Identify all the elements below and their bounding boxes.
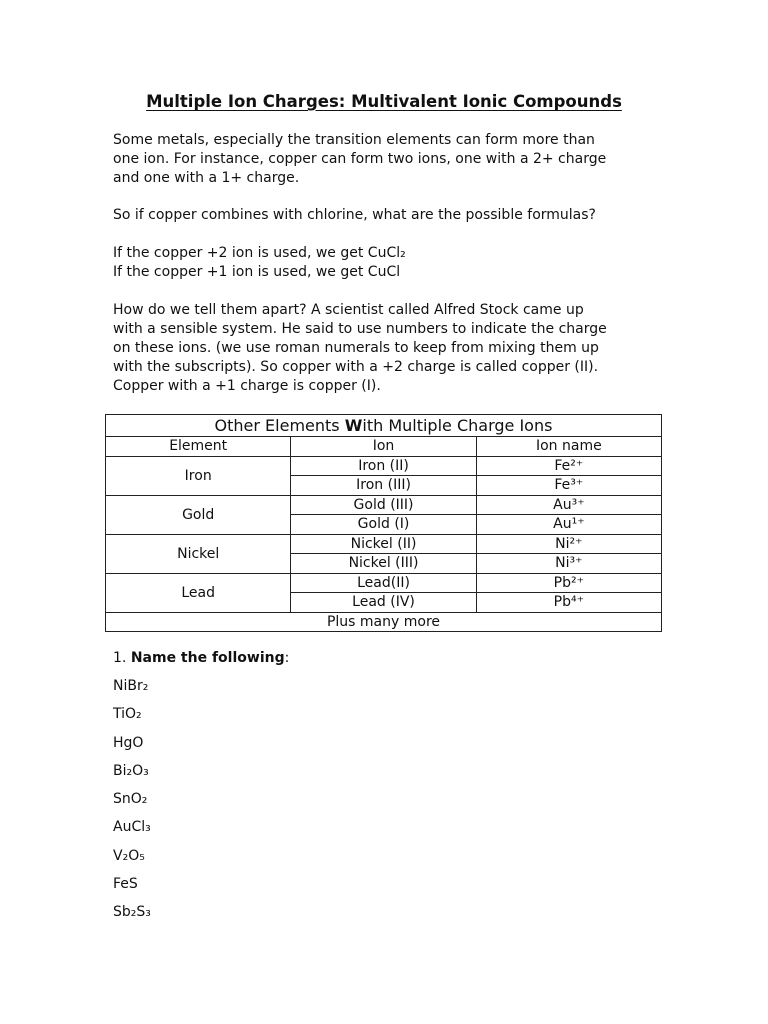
formula-item: NiBr₂	[113, 678, 149, 694]
ion-name-cell: Pb⁴⁺	[476, 593, 661, 613]
text-line: and one with a 1+ charge.	[113, 170, 300, 186]
ion-name-cell: Pb²⁺	[476, 573, 661, 593]
text-line: So if copper combines with chlorine, what are the possible formulas?	[113, 207, 596, 223]
ion-table	[105, 414, 662, 632]
text-line: How do we tell them apart? A scientist called Alfred Stock came up	[113, 302, 584, 318]
ion-cell: Iron (III)	[291, 476, 476, 496]
ion-cell: Iron (II)	[291, 456, 476, 476]
ion-cell: Gold (III)	[291, 495, 476, 515]
element-cell: Gold	[106, 495, 291, 534]
question-bold-letter: N	[130, 650, 143, 666]
header-ion: Ion	[291, 437, 476, 457]
element-cell: Iron	[106, 456, 291, 495]
text-line: on these ions. (we use roman numerals to keep from mixing them up	[113, 340, 599, 356]
formula-item: FeS	[113, 876, 138, 893]
formula-item: V₂O₅	[113, 847, 145, 864]
page-title: Multiple Ion Charges: Multivalent Ionic Compounds	[146, 92, 622, 111]
text-line: If the copper +1 ion is used, we get CuCl	[113, 264, 401, 280]
formula-list	[113, 676, 151, 931]
ion-cell: Gold (I)	[291, 515, 476, 535]
ion-name-cell: Au³⁺	[476, 495, 661, 515]
intro-paragraph	[113, 131, 658, 188]
header-element: Element	[106, 437, 291, 457]
text-line: Some metals, especially the transition elements can form more than	[113, 132, 595, 148]
element-cell: Nickel	[106, 534, 291, 573]
formula-item: TiO₂	[113, 706, 142, 723]
ion-name-cell: Ni²⁺	[476, 534, 661, 554]
ion-name-cell: Au¹⁺	[476, 515, 661, 535]
question-heading	[113, 648, 289, 668]
question-text: ame the following	[142, 650, 285, 666]
formula-item: Bi₂O₃	[113, 762, 149, 779]
element-cell: Lead	[106, 573, 291, 612]
text-line: If the copper +2 ion is used, we get CuCl₂	[113, 245, 406, 261]
ion-cell: Lead(II)	[291, 573, 476, 593]
caption-bold-letter: W	[344, 415, 363, 435]
ion-name-cell: Ni³⁺	[476, 554, 661, 574]
text-line: with a sensible system. He said to use numbers to indicate the charge	[113, 321, 607, 337]
formula-paragraph	[113, 244, 658, 282]
text-line: with the subscripts). So copper with a +2 charge is called copper (II).	[113, 359, 599, 375]
formula-item: AuCl₃	[113, 819, 151, 836]
ion-cell: Nickel (III)	[291, 554, 476, 574]
text-line: one ion. For instance, copper can form two ions, one with a 2+ charge	[113, 151, 607, 167]
stock-system-paragraph	[113, 301, 658, 396]
ion-name-cell: Fe³⁺	[476, 476, 661, 496]
caption-text: ith Multiple Charge Ions	[362, 415, 553, 435]
caption-text: Other Elements	[214, 415, 345, 435]
question-colon: :	[284, 650, 290, 666]
question-number: 1.	[113, 650, 131, 666]
ion-cell: Lead (IV)	[291, 593, 476, 613]
header-ion-name: Ion name	[476, 437, 661, 457]
text-line: Copper with a +1 charge is copper (I).	[113, 378, 381, 394]
question-paragraph	[113, 206, 658, 225]
formula-item: Sb₂S₃	[113, 904, 151, 921]
formula-item: HgO	[113, 734, 144, 751]
ion-name-cell: Fe²⁺	[476, 456, 661, 476]
ion-cell: Nickel (II)	[291, 534, 476, 554]
table-caption	[106, 415, 662, 437]
formula-item: SnO₂	[113, 791, 148, 808]
table-footer: Plus many more	[106, 612, 662, 632]
